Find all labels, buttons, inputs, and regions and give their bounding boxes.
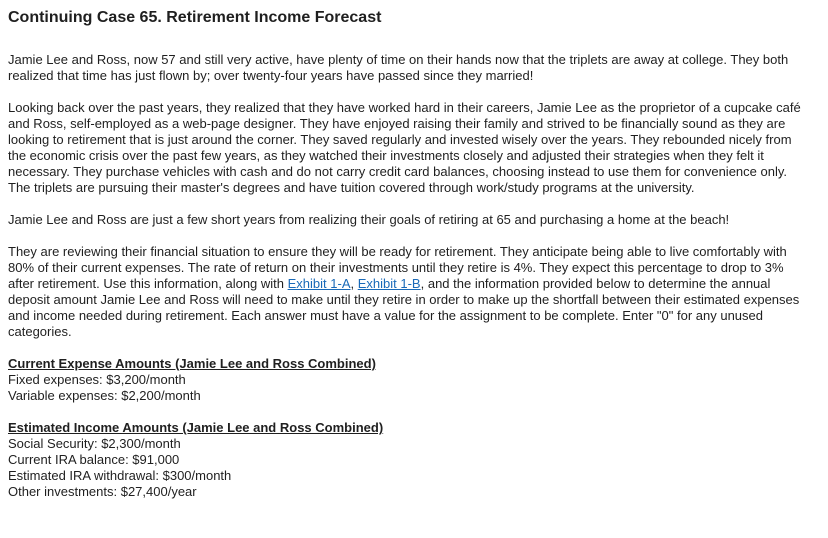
expense-item-fixed: Fixed expenses: $3,200/month <box>8 372 186 387</box>
link-separator: , <box>350 276 358 291</box>
expense-section <box>8 356 810 404</box>
expense-item-variable: Variable expenses: $2,200/month <box>8 388 201 403</box>
income-item-social-security: Social Security: $2,300/month <box>8 436 181 451</box>
income-item-other-investments: Other investments: $27,400/year <box>8 484 197 499</box>
background-paragraph: Looking back over the past years, they realized that they have worked hard in their careers, Jamie Lee as the proprietor of a cupcake café and Ross, self-employed as a web-page designer. They have enjoyed raising their family and strived to be financially sound as they are looking to retirement that is just around the corner. They saved regularly and invested wisely over the years. They rebounded nicely from the economic crisis over the past few years, as they watched their investments closely and adjusted their strategies when they felt it necessary. They purchase vehicles with cash and do not carry credit card balances, choosing instead to use them for convenience only. The triplets are pursuing their master's degrees and have tuition covered through work/study programs at the university. <box>8 100 801 195</box>
income-section <box>8 420 810 500</box>
instructions-text-start: They are reviewing their financial situation to ensure they will be ready for retirement. They anticipate being able to live comfortably with 80% of their current expenses. The rate of return on their investments until they retire is 4%. They expect this percentage to drop to 3% after retirement. Use this information, along with <box>8 244 787 291</box>
exhibit-1b-link[interactable]: Exhibit 1-B <box>357 276 421 291</box>
intro-paragraph: Jamie Lee and Ross, now 57 and still very active, have plenty of time on their hands now that the triplets are away at college. They both realized that time has just flown by; over twenty-four years have passed since they married! <box>8 52 789 83</box>
income-heading: Estimated Income Amounts (Jamie Lee and Ross Combined) <box>8 420 384 435</box>
income-item-ira-balance: Current IRA balance: $91,000 <box>8 452 180 467</box>
instructions-paragraph <box>8 244 810 340</box>
goal-paragraph: Jamie Lee and Ross are just a few short years from realizing their goals of retiring at 65 and purchasing a home at the beach! <box>8 212 730 227</box>
income-item-ira-withdrawal: Estimated IRA withdrawal: $300/month <box>8 468 232 483</box>
instructions-text-end: , and the information provided below to determine the annual deposit amount Jamie Lee and Ross will need to make until they retire in order to make up the shortfall between their estimated expenses and income needed during retirement. Each answer must have a value for the assignment to be complete. Enter "0" for any unused categories. <box>8 276 800 339</box>
exhibit-1a-link[interactable]: Exhibit 1-A <box>287 276 351 291</box>
expense-heading: Current Expense Amounts (Jamie Lee and Ross Combined) <box>8 356 376 371</box>
page-title: Continuing Case 65. Retirement Income Forecast <box>8 9 382 26</box>
